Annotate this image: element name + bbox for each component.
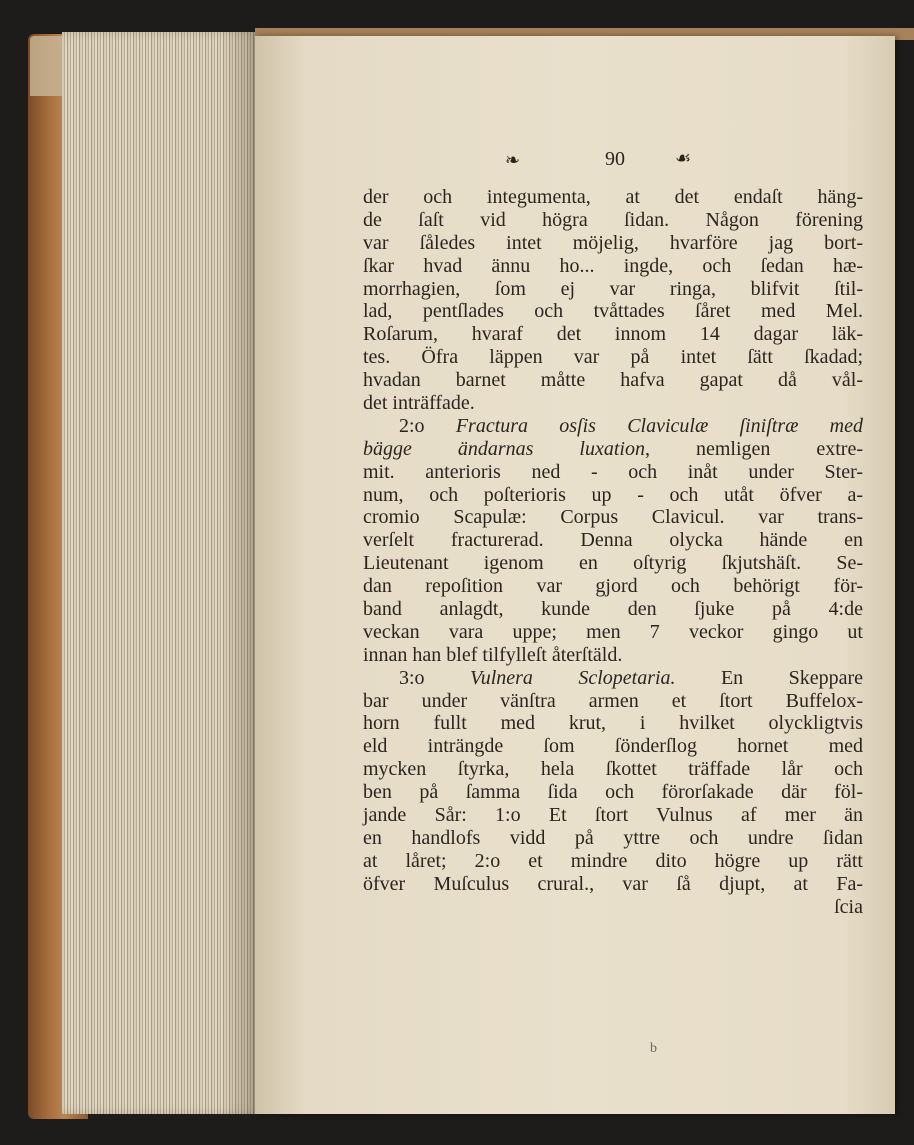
page-number: 90: [605, 148, 625, 170]
text-line: jande Sår: 1:o Et ſtort Vulnus af mer än: [363, 804, 863, 827]
cover-corner: [30, 36, 66, 96]
text-line: num, och poſterioris up - och utåt öfver a-: [363, 483, 863, 506]
text-line: mit. anterioris ned - och inåt under Ster-: [363, 460, 863, 483]
text-segment: 2:o: [399, 414, 456, 437]
text-line: en handlofs vidd på yttre och undre ſidan: [363, 826, 863, 849]
text-segment: En Skeppare: [675, 666, 863, 689]
text-line: de ſaſt vid högra ſidan. Någon förening: [363, 208, 863, 231]
text-line: band anlagdt, kunde den ſjuke på 4:de: [363, 598, 863, 621]
page-header: [255, 136, 895, 176]
text-line: hvadan barnet måtte hafva gapat då vål-: [363, 369, 863, 392]
text-line: veckan vara uppe; men 7 veckor gingo ut: [363, 620, 863, 643]
text-line: ſcia: [834, 895, 863, 918]
text-line: ſkar hvad ännu ho... ingde, och ſedan hæ-: [363, 254, 863, 277]
text-segment: 3:o: [399, 666, 470, 689]
text-line: verſelt fracturerad. Denna olycka hände en: [363, 529, 863, 552]
text-line: der och integumenta, at det endaſt häng-: [363, 186, 863, 208]
text-line: tes. Öfra läppen var på intet ſätt ſkadad;: [363, 346, 863, 369]
body-text: [363, 186, 863, 919]
italic-phrase: Vulnera Sclopetaria.: [469, 666, 676, 689]
italic-phrase: bägge ändarnas luxation: [363, 437, 645, 460]
text-line: horn fullt med krut, i hvilket olyckligtvis: [363, 712, 863, 735]
text-line: dan repoſition var gjord och behörigt för-: [363, 575, 863, 598]
text-line: [363, 415, 863, 438]
text-line: var ſåledes intet möjelig, hvarföre jag bort-: [363, 231, 863, 254]
text-line: [363, 667, 863, 690]
ornament-right-icon: ☙: [675, 148, 690, 169]
text-line: [363, 438, 863, 461]
book-page: [255, 36, 895, 1114]
text-line: öfver Muſculus crural., var ſå djupt, at Fa-: [363, 872, 863, 895]
ornament-left-icon: ❧: [505, 150, 519, 171]
text-line: innan han blef tilfylleſt återſtäld.: [363, 643, 623, 666]
text-line: lad, pentſlades och tvåttades ſåret med Mel.: [363, 300, 863, 323]
text-line: Roſarum, hvaraf det innom 14 dagar läk-: [363, 323, 863, 346]
text-line: ben på ſamma ſida och förorſakade där föl-: [363, 781, 863, 804]
text-line: morrhagien, ſom ej var ringa, blifvit ſtil-: [363, 277, 863, 300]
text-segment: , nemligen extre-: [644, 437, 863, 460]
text-line: Lieutenant igenom en oſtyrig ſkjutshäſt. Se-: [363, 552, 863, 575]
text-line: at låret; 2:o et mindre dito högre up rätt: [363, 849, 863, 872]
page-stack-edges: [62, 32, 262, 1114]
text-line: mycken ſtyrka, hela ſkottet träffade lår och: [363, 758, 863, 781]
text-line: eld inträngde ſom ſönderſlog hornet med: [363, 735, 863, 758]
text-line: det inträffade.: [363, 392, 475, 415]
text-line: bar under vänſtra armen et ſtort Buffelox-: [363, 689, 863, 712]
bottom-mark: b: [650, 1041, 657, 1056]
text-line: cromio Scapulæ: Corpus Clavicul. var trans-: [363, 506, 863, 529]
italic-phrase: Fractura osſis Claviculæ ſiniſtræ med: [455, 414, 864, 437]
